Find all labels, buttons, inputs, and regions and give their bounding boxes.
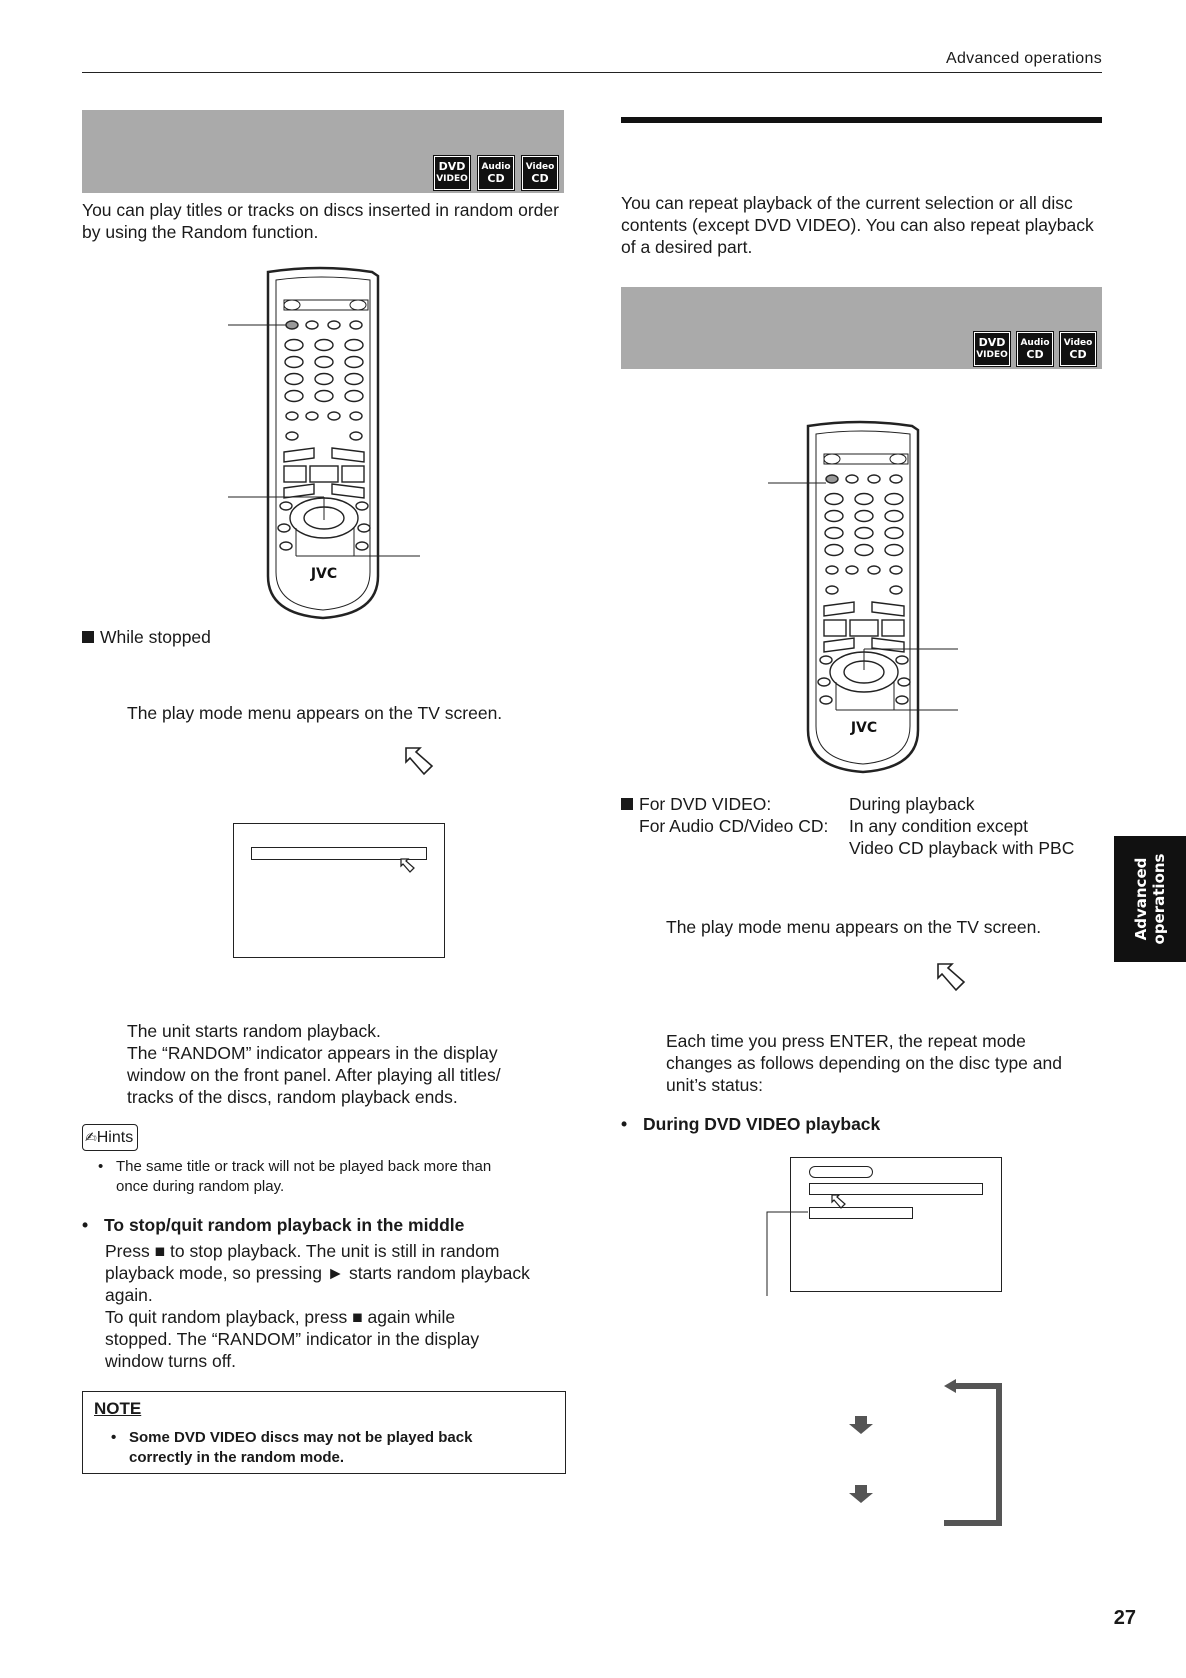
note-title: NOTE [94, 1399, 142, 1418]
stop-random-text: Press ■ to stop playback. The unit is still in random playback mode, so pressing ► starts random playback again. To quit random playback, press ■ again while stopped. The “RANDOM” indicator in the display window turns off. [105, 1241, 530, 1371]
note-item: • Some DVD VIDEO discs may not be played back correctly in the random mode. [111, 1429, 473, 1466]
repeat-mode-cycle-diagram [820, 1376, 1010, 1528]
menu-pill-label [809, 1166, 873, 1178]
repeat-play-mode-menu-screen [790, 1157, 1002, 1292]
down-arrow-icon [849, 1416, 873, 1434]
hint-item: • The same title or track will not be played back more than once during random play. [98, 1158, 492, 1195]
advanced-operations-side-tab: Advanced operations [1114, 836, 1186, 962]
random-step3-text: The unit starts random playback. The “RANDOM” indicator appears in the display window on the front panel. After playing all titles/ tracks of the discs, random playback ends. [127, 1021, 501, 1107]
repeat-title-rule [621, 117, 1102, 123]
random-play-mode-menu-screen [233, 823, 445, 958]
badge-audio-cd-right: Audio CD [1017, 332, 1053, 366]
repeat-step1-text: The play mode menu appears on the TV screen. [666, 917, 1042, 937]
remote-brand-left: JVC [310, 566, 338, 582]
menu-bar-2 [809, 1207, 913, 1219]
badge-video-cd-right: Video CD [1060, 332, 1096, 366]
badge-dvd-video-right: DVD VIDEO [974, 332, 1010, 366]
hints-label: ✍Hints [82, 1124, 138, 1151]
dvd-playback-heading: • During DVD VIDEO playback [621, 1114, 881, 1134]
remote-control-illustration-left [220, 266, 426, 622]
down-arrow-icon-2 [849, 1485, 873, 1503]
square-bullet-icon-right [621, 798, 633, 810]
badge-dvd-video: DVD VIDEO [434, 156, 470, 190]
hand-icon: ✍ [85, 1129, 97, 1145]
cursor-arrow-icon-right [936, 962, 968, 994]
note-box [82, 1391, 566, 1474]
badge-video-cd: Video CD [522, 156, 558, 190]
square-bullet-icon [82, 631, 94, 643]
remote-brand-right: JVC [850, 720, 878, 736]
remote-control-illustration-right [760, 420, 966, 776]
random-step1-text: The play mode menu appears on the TV screen. [127, 703, 503, 723]
random-title-bar [82, 110, 564, 193]
cursor-arrow-icon [404, 746, 436, 778]
repeat-conditions: For DVD VIDEO: During playback For Audio CD/Video CD: In any condition except Video CD playback with PBC [621, 793, 1101, 859]
cycle-arrow-head-icon [944, 1379, 956, 1393]
condition-while-stopped: While stopped [82, 626, 211, 648]
menu-callout-line [764, 1200, 814, 1300]
repeat-title-bar [621, 287, 1102, 369]
random-intro: You can play titles or tracks on discs inserted in random order by using the Random function. [82, 200, 559, 242]
header-rule [82, 72, 1102, 73]
stop-random-heading: • To stop/quit random playback in the middle [82, 1215, 465, 1235]
section-header: Advanced operations [945, 50, 1102, 67]
page-number: 27 [1113, 1607, 1136, 1629]
repeat-intro: You can repeat playback of the current selection or all disc contents (except DVD VIDEO). You can also repeat playback of a desired part. [621, 193, 1094, 257]
badge-audio-cd: Audio CD [478, 156, 514, 190]
menu-cursor-icon [400, 858, 416, 874]
repeat-step3-text: Each time you press ENTER, the repeat mode changes as follows depending on the disc type and unit’s status: [666, 1031, 1062, 1095]
